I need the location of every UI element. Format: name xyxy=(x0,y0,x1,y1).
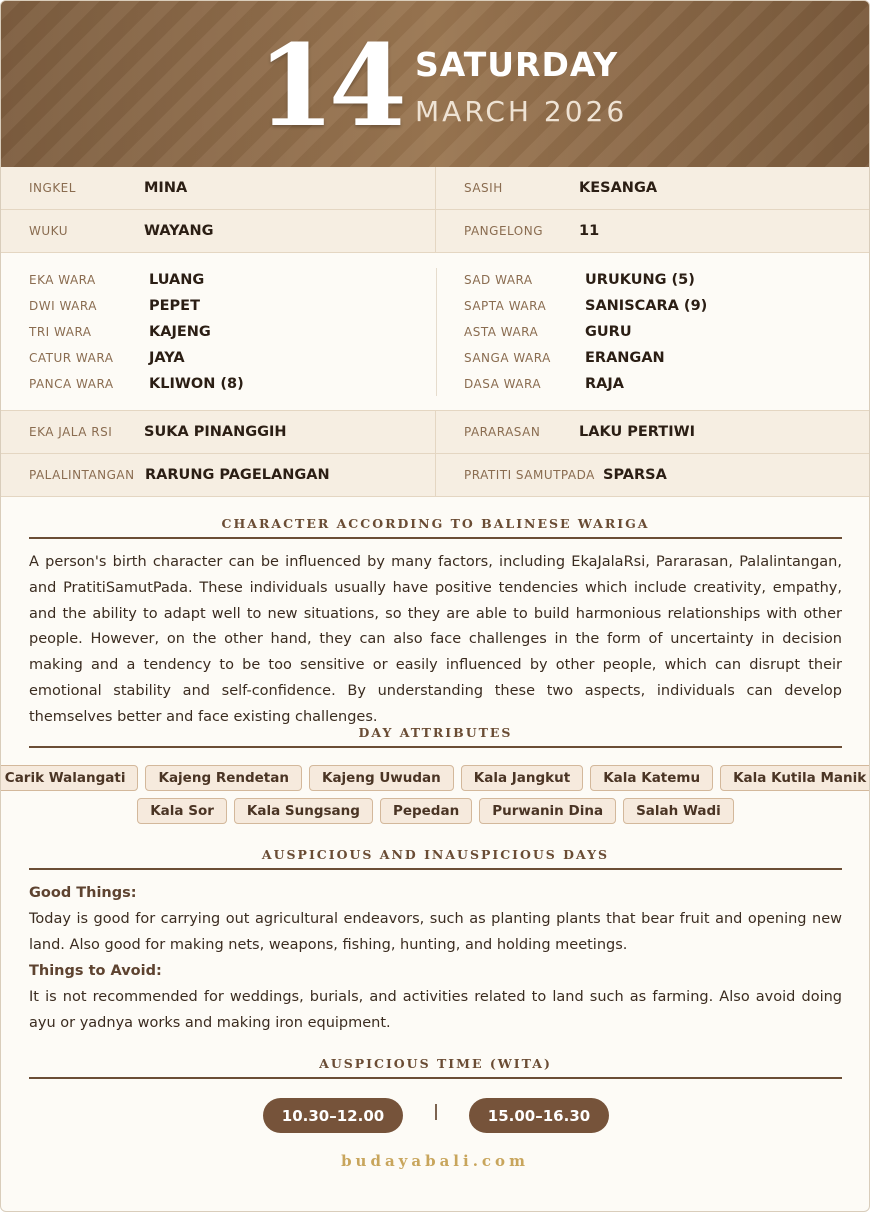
attribute-tag: Kajeng Rendetan xyxy=(145,765,302,791)
info-cell-palalintangan xyxy=(1,454,436,496)
avoid-heading: Things to Avoid: xyxy=(29,963,162,979)
info-value: MINA xyxy=(144,180,188,196)
wara-label: ASTA WARA xyxy=(464,325,539,339)
section-rule xyxy=(29,1077,842,1079)
attribute-tags xyxy=(4,765,867,831)
wara-value: PEPET xyxy=(149,298,200,314)
tag-row xyxy=(29,798,842,824)
section-rule xyxy=(29,746,842,748)
time-slots xyxy=(1,1098,869,1134)
attribute-tag: Kala Sungsang xyxy=(234,798,373,824)
info-value: 11 xyxy=(579,223,600,239)
wara-value: KLIWON (8) xyxy=(149,376,244,392)
section-rule xyxy=(29,868,842,870)
info-label: PARARASAN xyxy=(464,425,541,439)
info-value: KESANGA xyxy=(579,180,658,196)
date-header xyxy=(1,1,869,167)
info-cell-pratiti-samutpada xyxy=(437,454,869,496)
tag-row xyxy=(4,765,867,791)
wara-value: JAYA xyxy=(149,350,185,366)
time-title: AUSPICIOUS TIME (WITA) xyxy=(319,1056,552,1071)
info-label: SASIH xyxy=(464,181,503,195)
info-label: PALALINTANGAN xyxy=(29,468,135,482)
info-row-ekajalarsi-pararasan xyxy=(1,411,869,454)
time-slot: 10.30–12.00 xyxy=(263,1098,403,1133)
info-label: INGKEL xyxy=(29,181,76,195)
info-value: SPARSA xyxy=(603,467,667,483)
wara-label: DASA WARA xyxy=(464,377,542,391)
character-title: CHARACTER ACCORDING TO BALINESE WARIGA xyxy=(221,516,650,531)
info-cell-ingkel xyxy=(1,167,436,209)
wara-label: CATUR WARA xyxy=(29,351,114,365)
wara-label: PANCA WARA xyxy=(29,377,114,391)
good-things-text: Today is good for carrying out agricultural endeavors, such as planting plants that bear fruit and opening new land. Also good for making nets, weapons, fishing, hunting, and holding meetings. xyxy=(29,911,842,953)
attribute-tag: Carik Walangati xyxy=(0,765,138,791)
wara-label: EKA WARA xyxy=(29,273,96,287)
wara-grid xyxy=(1,254,869,411)
wara-label: DWI WARA xyxy=(29,299,97,313)
time-separator xyxy=(435,1104,437,1120)
wara-value: RAJA xyxy=(585,376,625,392)
info-cell-eka-jala-rsi xyxy=(1,411,436,453)
info-label: PRATITI SAMUTPADA xyxy=(464,468,595,482)
weekday: SATURDAY xyxy=(415,45,619,84)
character-text: A person's birth character can be influenced by many factors, including EkaJalaRsi, Pararasan, Palalintangan, and PratitiSamutPada. These individuals usually have positive tendencies which include creativity, empathy, and the ability to adapt well to new situations, so they are able to build harmonious relationships with other people. However, on the other hand, they can also face challenges in the form of uncertainty in decision making and a tendency to be too sensitive or easily influenced by other people, which can disrupt their emotional stability and self-confidence. By understanding these two aspects, individuals can develop themselves better and face existing challenges. xyxy=(29,554,842,725)
avoid-text: It is not recommended for weddings, burials, and activities related to land such as farming. Also avoid doing ayu or yadnya works and making iron equipment. xyxy=(29,989,842,1031)
attribute-tag: Purwanin Dina xyxy=(479,798,616,824)
wara-value: URUKUNG (5) xyxy=(585,272,695,288)
wara-value: ERANGAN xyxy=(585,350,665,366)
info-label: PANGELONG xyxy=(464,224,544,238)
wara-value: KAJENG xyxy=(149,324,211,340)
good-things-heading: Good Things: xyxy=(29,885,137,901)
wara-value: GURU xyxy=(585,324,632,340)
info-label: EKA JALA RSI xyxy=(29,425,113,439)
attribute-tag: Kala Katemu xyxy=(590,765,713,791)
info-value: SUKA PINANGGIH xyxy=(144,424,287,440)
site-footer: budayabali.com xyxy=(341,1152,529,1170)
info-value: RARUNG PAGELANGAN xyxy=(145,467,330,483)
month-year: MARCH 2026 xyxy=(415,95,628,128)
days-title: AUSPICIOUS AND INAUSPICIOUS DAYS xyxy=(261,847,610,862)
info-cell-pangelong xyxy=(437,210,869,252)
info-cell-wuku xyxy=(1,210,436,252)
column-divider xyxy=(436,268,437,396)
wara-label: SANGA WARA xyxy=(464,351,551,365)
day-number: 14 xyxy=(257,21,401,152)
info-row-palalintangan-pratiti xyxy=(1,454,869,497)
attribute-tag: Kala Sor xyxy=(137,798,227,824)
info-cell-pararasan xyxy=(437,411,869,453)
time-slot: 15.00–16.30 xyxy=(469,1098,609,1133)
attribute-tag: Kala Kutila Manik xyxy=(720,765,870,791)
attribute-tag: Pepedan xyxy=(380,798,472,824)
info-value: WAYANG xyxy=(144,223,214,239)
attribute-tag: Salah Wadi xyxy=(623,798,734,824)
attribute-tag: Kajeng Uwudan xyxy=(309,765,454,791)
attributes-title: DAY ATTRIBUTES xyxy=(358,725,513,740)
info-label: WUKU xyxy=(29,224,68,238)
info-value: LAKU PERTIWI xyxy=(579,424,695,440)
info-cell-sasih xyxy=(437,167,869,209)
wara-label: TRI WARA xyxy=(29,325,92,339)
wara-label: SAD WARA xyxy=(464,273,533,287)
wara-value: LUANG xyxy=(149,272,205,288)
wara-label: SAPTA WARA xyxy=(464,299,547,313)
section-rule xyxy=(29,537,842,539)
wara-value: SANISCARA (9) xyxy=(585,298,708,314)
attribute-tag: Kala Jangkut xyxy=(461,765,583,791)
info-row-wuku-pangelong xyxy=(1,210,869,253)
info-row-ingkel-sasih xyxy=(1,167,869,210)
